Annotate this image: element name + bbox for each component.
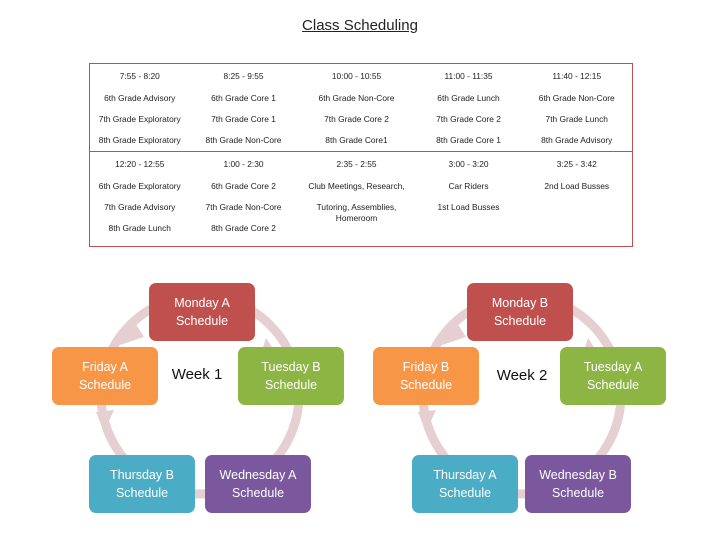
table-cell: 2nd Load Busses	[544, 181, 610, 191]
table-cell: 2:35 - 2:55	[298, 152, 416, 177]
box-label: Monday B Schedule	[491, 296, 549, 328]
box-label: Thursday B Schedule	[110, 468, 174, 500]
table-cell: 11:00 - 11:35	[444, 71, 493, 81]
table-cell: 8th Grade Core 1	[436, 135, 501, 145]
table-cell: 12:20 - 12:55	[90, 152, 190, 177]
table-cell: 8th Grade Core 2	[211, 223, 276, 233]
table-cell: 7th Grade Core 2	[436, 114, 501, 124]
box-label: Friday A Schedule	[78, 360, 132, 392]
table-cell: Tutoring, Assemblies, Homeroom	[316, 202, 397, 223]
box-label: Friday B Schedule	[399, 360, 453, 392]
table-cell: 7th Grade Core 2	[324, 114, 389, 124]
week1-wednesday-box	[205, 455, 311, 513]
table-cell: 8th Grade Exploratory	[98, 135, 181, 145]
week1-tuesday-box	[238, 347, 344, 405]
table-cell: 11:40 - 12:15	[552, 71, 602, 81]
box-label: Wednesday B Schedule	[539, 468, 617, 500]
table-cell: 7th Grade Exploratory	[98, 114, 181, 124]
table-cell: 8th Grade Non-Core	[205, 135, 282, 145]
table-cell: 7th Grade Advisory	[104, 202, 176, 212]
table-cell: 7:55 - 8:20	[119, 71, 160, 81]
box-label: Wednesday A Schedule	[219, 468, 297, 500]
table-cell: 6th Grade Lunch	[437, 93, 500, 103]
table-cell: 6th Grade Non-Core	[318, 93, 395, 103]
week2-monday-box	[467, 283, 573, 341]
table-cell: Club Meetings, Research,	[308, 181, 405, 191]
table-cell: 6th Grade Core 1	[211, 93, 276, 103]
table-cell: 6th Grade Non-Core	[538, 93, 615, 103]
week1-friday-box	[52, 347, 158, 405]
week2-wednesday-box	[525, 455, 631, 513]
table-cell: Car Riders	[448, 181, 489, 191]
table-cell: 3:25 - 3:42	[522, 152, 633, 177]
week2-label: Week 2	[496, 367, 548, 384]
week1-monday-box	[149, 283, 255, 341]
week2-friday-box	[373, 347, 479, 405]
week2-tuesday-box	[560, 347, 666, 405]
box-label: Tuesday A Schedule	[583, 360, 643, 392]
table-cell: 8th Grade Core1	[325, 135, 388, 145]
table-cell: 3:00 - 3:20	[416, 152, 522, 177]
table-cell: 7th Grade Non-Core	[205, 202, 282, 212]
week1-label: Week 1	[171, 366, 223, 383]
box-label: Tuesday B Schedule	[261, 360, 321, 392]
week1-thursday-box	[89, 455, 195, 513]
table-cell: 6th Grade Advisory	[104, 93, 176, 103]
table-cell: 7th Grade Lunch	[545, 114, 608, 124]
table-cell: 6th Grade Exploratory	[98, 181, 181, 191]
page-title: Class Scheduling	[302, 17, 418, 34]
table-cell: 10:00 - 10:55	[331, 71, 382, 81]
week2-thursday-box	[412, 455, 518, 513]
table-cell: 6th Grade Core 2	[211, 181, 276, 191]
box-label: Monday A Schedule	[174, 296, 230, 328]
box-label: Thursday A Schedule	[433, 468, 497, 500]
table-cell: 7th Grade Core 1	[211, 114, 276, 124]
table-cell: 1st Load Busses	[437, 202, 500, 212]
table-cell: 1:00 - 2:30	[190, 152, 298, 177]
table-cell: 8th Grade Advisory	[541, 135, 613, 145]
table-cell: 8th Grade Lunch	[108, 223, 171, 233]
table-cell: 8:25 - 9:55	[223, 71, 264, 81]
